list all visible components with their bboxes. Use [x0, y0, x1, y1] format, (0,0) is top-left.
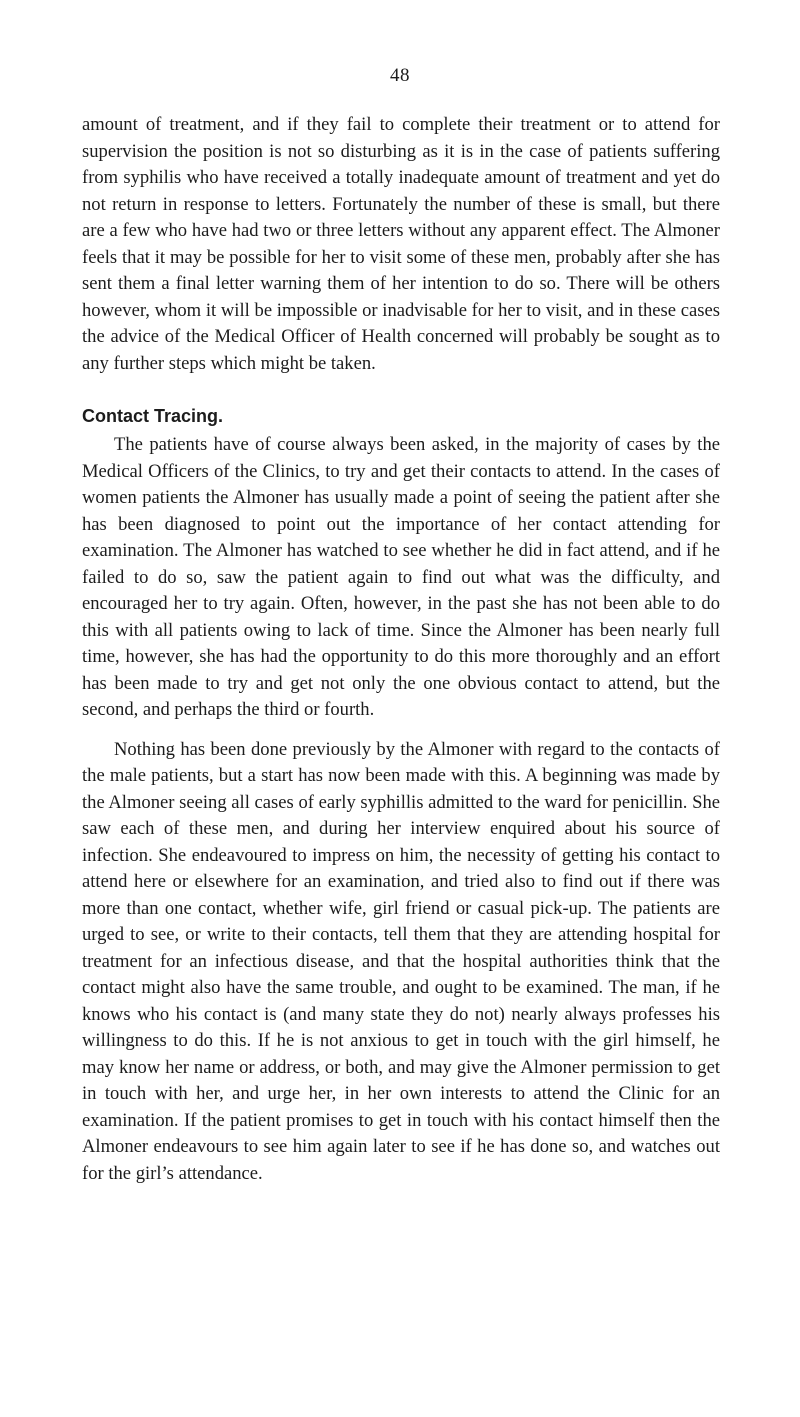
paragraph-male-contacts: Nothing has been done previously by the Almoner with regard to the contacts of the male patients, but a start has now been made with this. A beginning was made by the Almoner seeing all cases of early syphillis admitted to the ward for penicillin. She saw each of these men, and during her interview enquired about his source of infection. She endeavoured to impress on him, the necessity of getting his contact to attend here or elsewhere for an examination, and tried also to find out if there was more than one contact, whether wife, girl friend or casual pick-up. The patients are urged to see, or write to their contacts, tell them that they are attending hospital for treatment for an infectious disease, and that the hospital authorities think that the contact might also have the same trouble, and ought to be examined. The man, if he knows who his contact is (and many state they do not) nearly always professes his willingness to do this. If he is not anxious to get in touch with the girl himself, he may know her name or address, or both, and may give the Almoner permission to get in touch with her, and urge her, in her own interests to attend the Clinic for an examination. If the patient promises to get in touch with his contact himself then the Almoner endeavours to see him again later to see if he has done so, and watches out for the girl’s attendance.: [82, 738, 720, 1184]
section-heading: Contact Tracing.: [82, 406, 224, 426]
page-body: [82, 112, 720, 1187]
page-number: 48: [390, 65, 410, 86]
paragraph-continuation: amount of treatment, and if they fail to complete their treatment or to attend for supervision the position is not so disturbing as it is in the case of patients suffering from syphilis who have received a totally inadequate amount of treatment and yet do not return in response to letters. Fortunately the number of these is small, but there are a few who have had two or three letters without any apparent effect. The Almoner feels that it may be possible for her to visit some of these men, probably after she has sent them a final letter warning them of her intention to do so. There will be others however, whom it will be impossible or inadvisable for her to visit, and in these cases the advice of the Medical Officer of Health concerned will probably be sought as to any further steps which might be taken.: [82, 114, 720, 374]
paragraph-spacer: [82, 724, 720, 737]
paragraph-contact-tracing: The patients have of course always been asked, in the majority of cases by the Medical Officers of the Clinics, to try and get their contacts to attend. In the cases of women patients the Almoner has usually made a point of seeing the patient after she has been diagnosed to point out the importance of her contact attending for examination. The Almoner has watched to see whether he did in fact attend, and if he failed to do so, saw the patient again to find out what was the difficulty, and encouraged her to try again. Often, however, in the past she has not been able to do this with all patients owing to lack of time. Since the Almoner has been nearly full time, however, she has had the opportunity to do this more thoroughly and an effort has been made to try and get not only the one obvious contact to attend, but the second, and perhaps the third or fourth.: [82, 434, 720, 720]
